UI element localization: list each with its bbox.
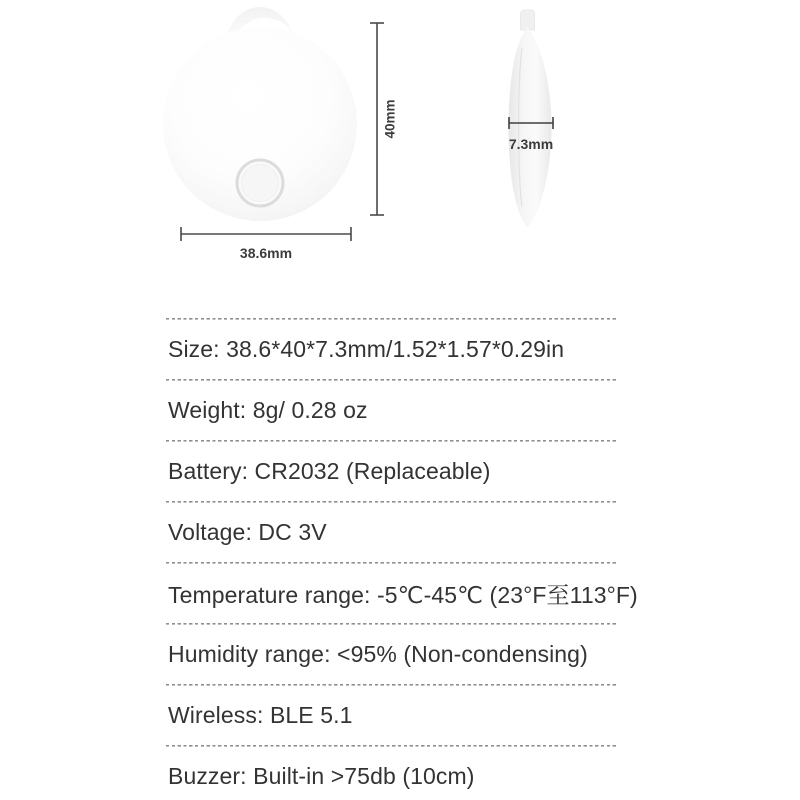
spec-text: Temperature range: -5℃-45℃ (23°F至113°F) — [168, 582, 638, 608]
spec-row-size — [166, 318, 618, 379]
spec-row-humidity — [166, 623, 618, 684]
spec-text: Weight: 8g/ 0.28 oz — [168, 397, 368, 423]
spec-row-wireless — [166, 684, 618, 745]
spec-text: Buzzer: Built-in >75db (10cm) — [168, 763, 475, 789]
width-dimension-label: 38.6mm — [239, 245, 293, 261]
tracker-side-body — [509, 27, 552, 228]
spec-text: Battery: CR2032 (Replaceable) — [168, 458, 491, 484]
spec-list — [166, 318, 638, 800]
height-dimension-label: 40mm — [382, 99, 398, 139]
spec-text: Voltage: DC 3V — [168, 519, 327, 545]
spec-row-battery — [166, 440, 618, 501]
width-dimension-line — [181, 227, 351, 241]
spec-row-temperature — [166, 562, 638, 623]
spec-row-buzzer — [166, 745, 618, 800]
tracker-button-inner — [242, 165, 279, 202]
thickness-dimension-label: 7.3mm — [508, 136, 554, 152]
tracker-side-view — [509, 10, 552, 228]
spec-row-weight — [166, 379, 618, 440]
spec-text: Size: 38.6*40*7.3mm/1.52*1.57*0.29in — [168, 336, 565, 362]
spec-row-voltage — [166, 501, 618, 562]
tracker-front-view — [163, 7, 357, 221]
spec-text: Wireless: BLE 5.1 — [168, 702, 353, 728]
spec-text: Humidity range: <95% (Non-condensing) — [168, 641, 588, 667]
product-figure — [0, 0, 800, 290]
